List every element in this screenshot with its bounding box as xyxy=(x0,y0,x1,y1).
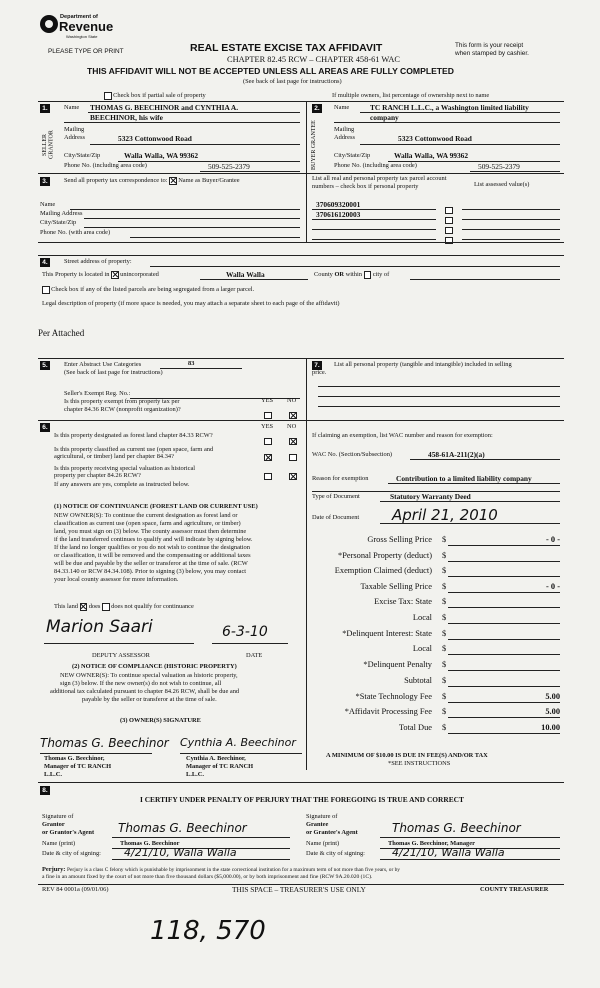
notice2-line: sign (3) below. If the new owner(s) do not wish to continue, all xyxy=(60,680,222,687)
owner1-name-3: L.L.C. xyxy=(44,771,62,778)
see-back-instructions: (See back of last page for instructions) xyxy=(243,78,342,85)
grantor-name: Thomas G. Beechinor xyxy=(120,840,180,847)
deputy-assessor-label: DEPUTY ASSESSOR xyxy=(92,652,150,659)
perjury-text-2: a fine in an amount fixed by the court of not more than five thousand dollars ($5,000.00), or by both imprisonment and fine (RCW 9A.20.020 (1C). xyxy=(42,874,373,880)
seller-name-line2: BEECHINOR, his wife xyxy=(90,113,163,122)
assessor-date-label: DATE xyxy=(246,652,263,659)
city-of-checkbox[interactable] xyxy=(364,271,372,279)
abstract-use-label: Enter Abstract Use Categories xyxy=(64,361,142,368)
notice1-title: (1) NOTICE OF CONTINUANCE (FOREST LAND OR CURRENT USE) xyxy=(54,503,258,510)
tax-cur: $ xyxy=(442,629,447,638)
seller-name-label: Name xyxy=(64,104,80,111)
tax-cur: $ xyxy=(442,692,447,701)
logo-name: Revenue xyxy=(59,19,114,34)
grantee-sig-label-2: Grantee xyxy=(306,821,329,828)
seller-city-label: City/State/Zip xyxy=(64,152,101,159)
treasurer-use-label: THIS SPACE – TREASURER'S USE ONLY xyxy=(232,885,366,894)
historic-yes-checkbox[interactable] xyxy=(264,473,272,481)
within-label: within xyxy=(345,271,362,279)
does-not-label: does not qualify for continuance xyxy=(111,603,194,611)
parcel-2: 370616120003 xyxy=(316,210,361,219)
street-address-label: Street address of property: xyxy=(64,258,132,265)
historic-q-b: property per chapter 84.26 RCW? xyxy=(54,472,141,479)
historic-no-checkbox[interactable] xyxy=(289,473,297,481)
doc-type-label: Type of Document xyxy=(312,493,360,500)
minimum-due-1: A MINIMUM OF $10.00 IS DUE IN FEE(S) AND/OR TAX xyxy=(326,752,488,759)
forest-yes-checkbox[interactable] xyxy=(264,438,272,446)
section-3-number: 3. xyxy=(40,177,50,186)
same-as-buyer-checkbox[interactable] xyxy=(169,177,177,185)
grantee-name-label: Name (print) xyxy=(306,840,340,847)
assessed-header: List assessed value(s) xyxy=(474,181,530,188)
s3-phone-label: Phone No. (with area code) xyxy=(40,229,111,236)
tax-cur: $ xyxy=(442,551,447,560)
buyer-side-label: BUYER GRANTEE xyxy=(311,120,317,170)
perjury-text-1: Perjury is a class C felony which is punishable by imprisonment in the state correctional institution for a maximum term of not more than five years, or by xyxy=(67,867,400,873)
notice2-title: (2) NOTICE OF COMPLIANCE (HISTORIC PROPERTY) xyxy=(72,663,237,670)
notice1-line: land, you must sign on (3) below. The county assessor must then determine xyxy=(54,528,247,535)
current-use-no-checkbox[interactable] xyxy=(289,454,297,462)
owner2-name-3: L.L.C. xyxy=(186,771,204,778)
abstract-use-value: 83 xyxy=(188,360,195,367)
multiple-owners-note: If multiple owners, list percentage of ownership next to name xyxy=(332,92,490,99)
tax-cur: $ xyxy=(442,644,447,653)
owner1-name-2: Manager of TC RANCH xyxy=(44,763,112,770)
this-land-label: This land xyxy=(54,603,78,611)
exempt-q1: Is this property exempt from property tax per xyxy=(64,398,180,405)
tax-label-interest-state: *Delinquent Interest: State xyxy=(342,629,432,638)
tax-cur: $ xyxy=(442,613,447,622)
tax-value-taxable: - 0 - xyxy=(546,582,560,591)
tax-label-taxable: Taxable Selling Price xyxy=(360,582,432,591)
tax-value-gross: - 0 - xyxy=(546,535,560,544)
does-label: does xyxy=(88,603,101,611)
perjury-row xyxy=(42,866,400,874)
seller-address: 5323 Cottonwood Road xyxy=(118,134,192,143)
tax-label-penalty: *Delinquent Penalty xyxy=(363,660,432,669)
section-5-number: 5. xyxy=(40,361,50,370)
notice2-line: NEW OWNER(S): To continue special valuation as historic property, xyxy=(60,672,238,679)
section-4-number: 4. xyxy=(40,258,50,267)
legal-description-label: Legal description of property (if more space is needed, you may attach a separate sheet to each page of the affidavit) xyxy=(42,300,340,307)
owner2-name-2: Manager of TC RANCH xyxy=(186,763,254,770)
located-label: This Property is located in xyxy=(42,271,110,279)
seller-city: Walla Walla, WA 99362 xyxy=(124,151,199,160)
s3-mailing-label: Mailing Address xyxy=(40,210,83,217)
warning-text: THIS AFFIDAVIT WILL NOT BE ACCEPTED UNLESS ALL AREAS ARE FULLY COMPLETED xyxy=(87,66,454,76)
segregated-checkbox[interactable] xyxy=(42,286,50,294)
current-use-yes-checkbox[interactable] xyxy=(264,454,272,462)
notice1-line: NEW OWNER(S): To continue the current designation as forest land or xyxy=(54,512,238,519)
tax-cur: $ xyxy=(442,707,447,716)
located-row xyxy=(42,271,159,279)
same-as-buyer-label: Name as Buyer/Grantee xyxy=(178,177,240,185)
county-label: County xyxy=(314,271,333,279)
receipt-note-1: This form is your receipt xyxy=(455,42,524,49)
s5-yes-checkbox[interactable] xyxy=(264,412,272,420)
doc-date-label: Date of Document xyxy=(312,514,360,521)
county-value: Walla Walla xyxy=(226,270,265,279)
tax-value-total: 10.00 xyxy=(541,723,560,732)
tax-cur: $ xyxy=(442,723,447,732)
revenue-logo-inner xyxy=(45,20,53,28)
forest-question: Is this property designated as forest land chapter 84.33 RCW? xyxy=(54,432,213,439)
owner1-signature: Thomas G. Beechinor xyxy=(40,736,169,750)
s3-name-label: Name xyxy=(40,201,56,208)
grantee-name: Thomas G. Beechinor, Manager xyxy=(388,840,475,847)
this-land-row xyxy=(54,603,194,611)
seller-side-label: SELLER GRANTOR xyxy=(42,130,55,160)
city-of-label: city of xyxy=(372,271,390,279)
tax-value-processing: 5.00 xyxy=(545,707,560,716)
partial-sale-checkbox[interactable] xyxy=(104,92,112,100)
buyer-mailing-label-1: Mailing xyxy=(334,126,355,133)
owner1-name-1: Thomas G. Beechinor, xyxy=(44,755,105,762)
grantee-date: 4/21/10, Walla Walla xyxy=(392,846,505,859)
buyer-city-label: City/State/Zip xyxy=(334,152,371,159)
minimum-due-2: *SEE INSTRUCTIONS xyxy=(388,760,451,767)
seller-name-line1: THOMAS G. BEECHINOR and CYNTHIA A. xyxy=(90,103,239,112)
tax-label-interest-local: Local xyxy=(412,644,432,653)
unincorporated-label: unincorporated xyxy=(120,271,159,279)
unincorporated-checkbox[interactable] xyxy=(111,271,119,279)
grantor-date-label: Date & city of signing: xyxy=(42,850,101,857)
reason-value: Contribution to a limited liability company xyxy=(396,474,532,483)
section-6-number: 6. xyxy=(40,423,50,432)
buyer-phone-label: Phone No. (including area code) xyxy=(334,162,417,169)
current-use-q-a: Is this property classified as current use (open space, farm and xyxy=(54,446,214,453)
grantee-sig-label-3: or Grantee's Agent xyxy=(306,829,358,836)
tax-label-gross: Gross Selling Price xyxy=(367,535,432,544)
seller-mailing-label-1: Mailing xyxy=(64,126,85,133)
tax-cur: $ xyxy=(442,535,447,544)
parcel-header-1: List all real and personal property tax parcel account xyxy=(312,175,447,182)
tax-cur: $ xyxy=(442,566,447,575)
form-title: REAL ESTATE EXCISE TAX AFFIDAVIT xyxy=(190,42,383,54)
tax-label-exemption: Exemption Claimed (deduct) xyxy=(334,566,432,575)
wac-label: WAC No. (Section/Subsection) xyxy=(312,451,393,458)
correspondence-label: Send all property tax correspondence to: xyxy=(64,177,168,185)
tax-cur: $ xyxy=(442,676,447,685)
s5-no-checkbox[interactable] xyxy=(289,412,297,420)
notice1-line: or classification, it will be removed and the compensating or additional taxes xyxy=(54,552,251,559)
please-type: PLEASE TYPE OR PRINT xyxy=(48,48,124,55)
segregated-label: Check box if any of the listed parcels are being segregated from a larger parcel. xyxy=(51,286,255,294)
tax-label-technology: *State Technology Fee xyxy=(355,692,432,701)
s6-yes-label: YES xyxy=(261,423,274,430)
owner2-signature: Cynthia A. Beechinor xyxy=(180,736,296,749)
grantor-signature: Thomas G. Beechinor xyxy=(118,821,247,835)
tax-label-excise-state: Excise Tax: State xyxy=(374,597,432,606)
exempt-q2: chapter 84.36 RCW (nonprofit organization)? xyxy=(64,406,181,413)
tax-label-personal: *Personal Property (deduct) xyxy=(338,551,432,560)
forest-no-checkbox[interactable] xyxy=(289,438,297,446)
parcel-1: 370609320001 xyxy=(316,200,361,209)
buyer-city: Walla Walla, WA 99362 xyxy=(394,151,469,160)
assessor-signature: Marion Saari xyxy=(46,617,153,637)
notice2-line: payable by the seller or transferor at the time of sale. xyxy=(82,696,217,703)
grantor-sig-label-3: or Grantor's Agent xyxy=(42,829,95,836)
s5-yes-label: YES xyxy=(261,397,274,404)
tax-cur: $ xyxy=(442,597,447,606)
s3-city-label: City/State/Zip xyxy=(40,219,77,226)
tax-label-processing: *Affidavit Processing Fee xyxy=(344,707,432,716)
seller-mailing-label-2: Address xyxy=(64,134,85,141)
logo-dept: Department of xyxy=(60,14,98,20)
tax-cur: $ xyxy=(442,660,447,669)
notice2-line: additional tax calculated pursuant to chapter 84.26 RCW, shall be due and xyxy=(50,688,240,695)
s6-no-label: NO xyxy=(287,423,297,430)
logo-state: Washington State xyxy=(66,34,98,39)
exemption-claim-label: If claiming an exemption, list WAC number and reason for exemption: xyxy=(312,432,493,439)
current-use-q-b: agricultural, or timber) land per chapter 84.34? xyxy=(54,453,174,460)
segregated-row xyxy=(42,286,254,294)
county-treasurer-label: COUNTY TREASURER xyxy=(480,886,549,893)
grantor-sig-label-2: Grantor xyxy=(42,821,65,828)
tax-label-excise-local: Local xyxy=(412,613,432,622)
buyer-name-line1: TC RANCH L.L.C., a Washington limited liability xyxy=(370,103,529,112)
perjury-label: Perjury: xyxy=(42,866,66,873)
seller-phone: 509-525-2379 xyxy=(208,162,250,171)
section-7-number: 7. xyxy=(312,361,322,370)
receipt-note-2: when stamped by cashier. xyxy=(455,50,529,57)
notice1-line: your local county assessor for more information. xyxy=(54,576,179,583)
buyer-name-line2: company xyxy=(370,113,399,122)
notice1-line: if the land transferred continues to qualify and will indicate by signing below. xyxy=(54,536,253,543)
notice1-line: If the land no longer qualifies or you do not wish to continue the designation xyxy=(54,544,250,551)
grantee-sig-label-1: Signature of xyxy=(306,813,338,820)
parcel-header-2: numbers – check box if personal property xyxy=(312,183,419,190)
s5-no-label: NO xyxy=(287,397,297,404)
owner-signature-label: (3) OWNER(S) SIGNATURE xyxy=(120,717,201,724)
does-checkbox[interactable] xyxy=(80,603,88,611)
notice1-line: 84.33.140 or RCW 84.34.108). Prior to signing (3) below, you may contact xyxy=(54,568,247,575)
reason-label: Reason for exemption xyxy=(312,475,369,482)
grantor-date: 4/21/10, Walla Walla xyxy=(124,846,237,859)
form-revision: REV 84 0001a (09/01/06) xyxy=(42,886,109,893)
grantor-sig-label-1: Signature of xyxy=(42,813,74,820)
seller-phone-label: Phone No. (including area code) xyxy=(64,162,147,169)
grantee-date-label: Date & city of signing: xyxy=(306,850,365,857)
abstract-see-back: (See back of last page for instructions) xyxy=(64,369,163,376)
doc-type-value: Statutory Warranty Deed xyxy=(390,492,471,501)
personal-property-label-2: price. xyxy=(312,369,327,376)
grantor-name-label: Name (print) xyxy=(42,840,76,847)
form-chapter: CHAPTER 82.45 RCW – CHAPTER 458-61 WAC xyxy=(227,55,401,64)
doc-date-value: April 21, 2010 xyxy=(392,506,498,524)
exempt-reg-label: Seller's Exempt Reg. No.: xyxy=(64,390,131,397)
buyer-address: 5323 Cottonwood Road xyxy=(398,134,472,143)
section-1-number: 1. xyxy=(40,104,50,113)
assessor-date: 6-3-10 xyxy=(222,624,268,640)
section-2-number: 2. xyxy=(312,104,322,113)
answers-yes-note: If any answers are yes, complete as instructed below. xyxy=(54,481,190,488)
grantee-signature: Thomas G. Beechinor xyxy=(392,821,521,835)
owner2-name-1: Cynthia A. Beechinor, xyxy=(186,755,246,762)
buyer-mailing-label-2: Address xyxy=(334,134,355,141)
tax-label-subtotal: Subtotal xyxy=(404,676,432,685)
correspondence-row xyxy=(64,177,240,185)
county-row xyxy=(314,271,389,279)
partial-sale-row xyxy=(104,92,206,100)
tax-value-technology: 5.00 xyxy=(545,692,560,701)
section-8-number: 8. xyxy=(40,786,50,795)
does-not-checkbox[interactable] xyxy=(102,603,110,611)
historic-q-a: Is this property receiving special valuation as historical xyxy=(54,465,196,472)
wac-value: 458-61A-211(2)(a) xyxy=(428,450,485,459)
or-word: OR xyxy=(334,271,345,279)
buyer-name-label: Name xyxy=(334,104,350,111)
partial-sale-label: Check box if partial sale of property xyxy=(113,92,206,100)
buyer-phone: 509-525-2379 xyxy=(478,162,520,171)
tax-cur: $ xyxy=(442,582,447,591)
notice1-line: classification as current use (open space, farm and agriculture, or timber) xyxy=(54,520,241,527)
handwritten-number: 118, 570 xyxy=(150,916,266,946)
per-attached: Per Attached xyxy=(38,328,85,338)
tax-label-total: Total Due xyxy=(398,723,432,732)
personal-property-label: List all personal property (tangible and intangible) included in selling xyxy=(334,361,512,368)
certify-statement: I CERTIFY UNDER PENALTY OF PERJURY THAT THE FOREGOING IS TRUE AND CORRECT xyxy=(140,795,464,804)
notice1-line: will be due and payable by the seller or transferor at the time of sale. (RCW xyxy=(54,560,248,567)
